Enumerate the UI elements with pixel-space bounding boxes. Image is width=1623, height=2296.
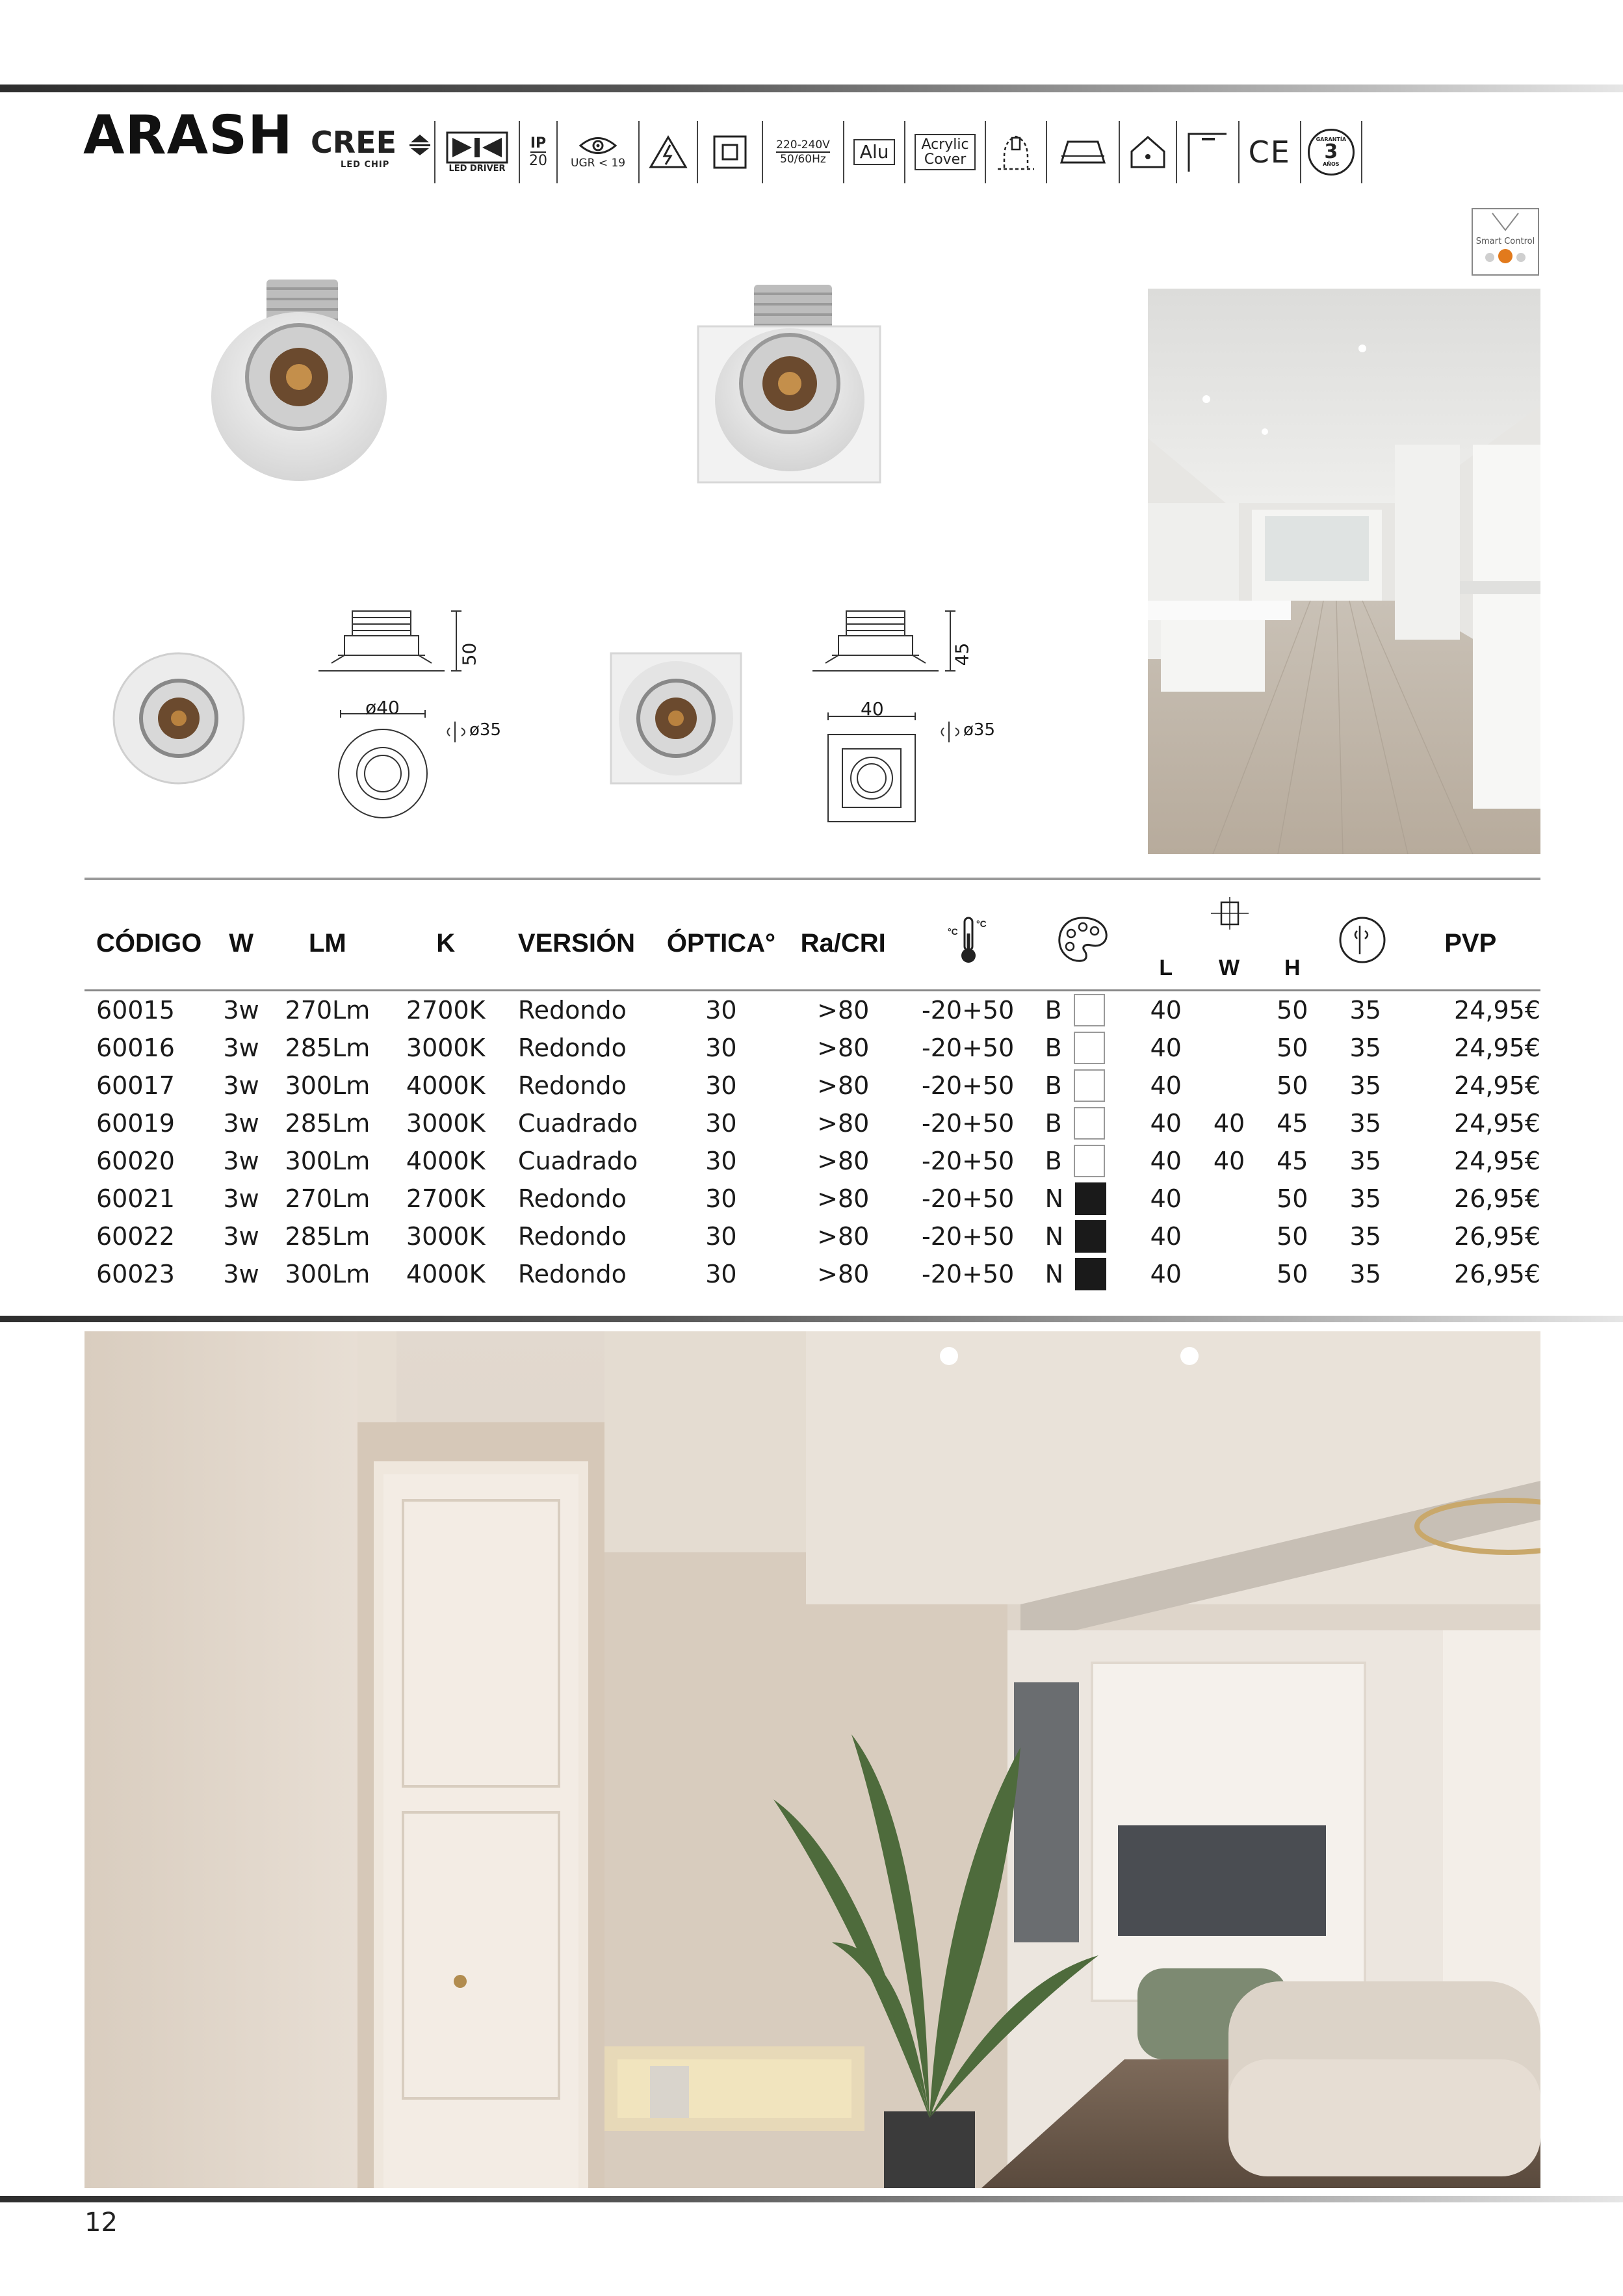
- cell-codigo: 60016: [96, 1034, 175, 1062]
- col-pvp: PVP: [1444, 928, 1497, 958]
- color-code: B: [1045, 1147, 1062, 1175]
- col-l-label: L: [1159, 956, 1173, 980]
- cell-cri: >80: [817, 1109, 870, 1138]
- cell-version: Redondo: [517, 1260, 627, 1288]
- ce-label: CE: [1248, 135, 1291, 170]
- cree-logo: [311, 127, 433, 158]
- cree-sub-label: LED CHIP: [341, 160, 390, 170]
- cell-version: Redondo: [517, 1184, 627, 1213]
- cell-version: Redondo: [517, 996, 627, 1024]
- bottom-rule: [0, 2196, 1623, 2202]
- warranty-unit: AÑOS: [1323, 161, 1340, 167]
- col-wd-label: W: [1218, 956, 1240, 980]
- cell-temp: -20+50: [921, 1071, 1015, 1100]
- cell-k: 4000K: [406, 1147, 486, 1175]
- cell-temp: -20+50: [921, 1034, 1015, 1062]
- cell-h: 50: [1277, 1184, 1308, 1213]
- indoor-badge: [1119, 121, 1176, 183]
- cell-version: Redondo: [517, 1222, 627, 1251]
- cell-temp: -20+50: [921, 1184, 1015, 1213]
- cell-lm: 285Lm: [285, 1109, 370, 1138]
- recessed-badge: [1046, 121, 1119, 183]
- cell-pvp: 26,95€: [1454, 1184, 1540, 1213]
- cell-k: 2700K: [406, 996, 486, 1024]
- cell-h: 50: [1277, 996, 1308, 1024]
- col-lm: LM: [308, 928, 346, 958]
- driver-sub-label: LED DRIVER: [448, 163, 506, 174]
- color-code: N: [1045, 1184, 1064, 1213]
- thermometer-icon: [945, 914, 991, 966]
- col-wd: [1197, 897, 1260, 991]
- cell-l: 40: [1150, 1222, 1182, 1251]
- cell-optica: 30: [705, 1260, 737, 1288]
- voltage-badge: [762, 121, 843, 183]
- cell-wd: 40: [1213, 1109, 1245, 1138]
- cell-k: 3000K: [406, 1034, 486, 1062]
- col-k: K: [436, 928, 456, 958]
- warranty-seal: [1308, 129, 1355, 176]
- cell-color: [1032, 1067, 1135, 1104]
- cell-wd: [1197, 1180, 1260, 1218]
- color-code: B: [1045, 996, 1062, 1024]
- cell-lm: 270Lm: [285, 996, 370, 1024]
- dim-height-square: 45: [951, 642, 973, 666]
- electric-warning-icon: [649, 135, 688, 170]
- ugr-badge: [556, 121, 638, 183]
- cover-label: [915, 134, 975, 170]
- cell-codigo: 60019: [96, 1109, 175, 1138]
- table-row: [84, 991, 1540, 1030]
- cell-color: [1032, 1255, 1135, 1293]
- color-swatch: [1074, 1145, 1105, 1177]
- warranty-years: 3: [1324, 140, 1338, 163]
- cell-cut: 35: [1349, 1184, 1381, 1213]
- cell-cri: >80: [817, 996, 870, 1024]
- cell-wd: [1197, 1255, 1260, 1293]
- voltage-label: 220-240V: [776, 138, 830, 151]
- cell-cri: >80: [817, 1071, 870, 1100]
- cell-h: 50: [1277, 1034, 1308, 1062]
- cree-label: CREE: [311, 125, 397, 160]
- cell-pvp: 26,95€: [1454, 1260, 1540, 1288]
- color-cell: [1032, 1069, 1135, 1102]
- table-header-row: [84, 897, 1540, 991]
- cell-w: 3w: [223, 1147, 259, 1175]
- cell-color: [1032, 1142, 1135, 1180]
- color-cell: [1032, 1258, 1135, 1290]
- color-code: N: [1045, 1260, 1064, 1288]
- indoor-use-icon: [1129, 135, 1167, 170]
- cell-w: 3w: [223, 1222, 259, 1251]
- warranty-label: GARANTÍA: [1316, 137, 1347, 142]
- ce-badge: [1238, 121, 1300, 183]
- cell-k: 4000K: [406, 1071, 486, 1100]
- cell-w: 3w: [223, 1184, 259, 1213]
- table-row: [84, 1255, 1540, 1293]
- color-cell: [1032, 1145, 1135, 1177]
- cell-pvp: 24,95€: [1454, 1109, 1540, 1138]
- col-optica: ÓPTICA°: [666, 928, 775, 958]
- color-cell: [1032, 994, 1135, 1026]
- col-w: W: [229, 928, 253, 958]
- cell-cri: >80: [817, 1222, 870, 1251]
- class-ii-badge: [697, 121, 762, 183]
- dim-cutout-square: ø35: [963, 720, 995, 740]
- smart-control-badge: [1472, 208, 1539, 276]
- front-view-square: [608, 650, 744, 787]
- electric-warning-badge: [638, 121, 697, 183]
- cell-version: Redondo: [517, 1071, 627, 1100]
- cell-lm: 300Lm: [285, 1147, 370, 1175]
- cell-l: 40: [1150, 1260, 1182, 1288]
- color-code: N: [1045, 1222, 1064, 1251]
- cell-color: [1032, 991, 1135, 1030]
- cell-cut: 35: [1349, 1260, 1381, 1288]
- cell-codigo: 60021: [96, 1184, 175, 1213]
- frequency-label: 50/60Hz: [780, 153, 826, 166]
- spec-icon-strip: [434, 121, 1362, 183]
- cell-w: 3w: [223, 996, 259, 1024]
- table-row: [84, 1104, 1540, 1142]
- cell-pvp: 24,95€: [1454, 1147, 1540, 1175]
- ip-value: 20: [529, 153, 547, 169]
- corridor-illustration: [1148, 289, 1540, 854]
- table-bottom-rule: [0, 1316, 1623, 1322]
- product-render-square: [695, 280, 890, 488]
- cell-color: [1032, 1180, 1135, 1218]
- svg-text:°C: °C: [976, 919, 987, 929]
- cutout-icon: [1338, 915, 1387, 965]
- palette-icon: [1056, 914, 1110, 966]
- cell-k: 2700K: [406, 1184, 486, 1213]
- cell-codigo: 60023: [96, 1260, 175, 1288]
- cell-optica: 30: [705, 1184, 737, 1213]
- cell-wd: 40: [1213, 1147, 1245, 1175]
- cell-version: Cuadrado: [517, 1109, 638, 1138]
- cell-wd: [1197, 1067, 1260, 1104]
- cell-color: [1032, 1218, 1135, 1255]
- cell-cri: >80: [817, 1184, 870, 1213]
- warranty-badge: [1300, 121, 1362, 183]
- cell-pvp: 24,95€: [1454, 1034, 1540, 1062]
- cell-k: 3000K: [406, 1109, 486, 1138]
- technical-drawing-square: [806, 598, 1027, 832]
- cell-pvp: 26,95€: [1454, 1222, 1540, 1251]
- col-color: [1032, 897, 1135, 991]
- cell-w: 3w: [223, 1034, 259, 1062]
- cell-pvp: 24,95€: [1454, 1071, 1540, 1100]
- cell-cri: >80: [817, 1034, 870, 1062]
- ip-badge: [519, 121, 556, 183]
- color-swatch: [1074, 1069, 1105, 1102]
- cell-lm: 270Lm: [285, 1184, 370, 1213]
- cell-h: 50: [1277, 1071, 1308, 1100]
- col-h: [1261, 897, 1324, 991]
- color-code: B: [1045, 1034, 1062, 1062]
- cell-wd: [1197, 1218, 1260, 1255]
- smart-control-label: Smart Control: [1475, 237, 1535, 246]
- cell-optica: 30: [705, 1109, 737, 1138]
- cell-h: 50: [1277, 1222, 1308, 1251]
- cell-cut: 35: [1349, 1147, 1381, 1175]
- cell-cut: 35: [1349, 1109, 1381, 1138]
- cell-h: 45: [1277, 1147, 1308, 1175]
- dim-height-round: 50: [458, 642, 480, 666]
- living-room-illustration: [84, 1331, 1540, 2188]
- cell-cut: 35: [1349, 1034, 1381, 1062]
- color-cell: [1032, 1182, 1135, 1215]
- cell-optica: 30: [705, 1222, 737, 1251]
- dim-diameter-round: ø40: [365, 697, 400, 718]
- cell-optica: 30: [705, 1034, 737, 1062]
- cell-optica: 30: [705, 1071, 737, 1100]
- ip-label: IP: [530, 135, 547, 151]
- cell-wd: [1197, 1029, 1260, 1067]
- cell-temp: -20+50: [921, 1109, 1015, 1138]
- svg-text:°C: °C: [948, 926, 958, 937]
- page-number: 12: [84, 2208, 118, 2237]
- table-row: [84, 1218, 1540, 1255]
- color-code: B: [1045, 1071, 1062, 1100]
- cell-l: 40: [1150, 1147, 1182, 1175]
- cell-codigo: 60017: [96, 1071, 175, 1100]
- cell-l: 40: [1150, 1071, 1182, 1100]
- cell-color: [1032, 1104, 1135, 1142]
- front-view-round: [110, 650, 247, 787]
- table-row: [84, 1067, 1540, 1104]
- cell-temp: -20+50: [921, 1222, 1015, 1251]
- cell-l: 40: [1150, 1109, 1182, 1138]
- ceiling-mount-icon: [1186, 131, 1229, 173]
- cell-pvp: 24,95€: [1454, 996, 1540, 1024]
- cell-version: Cuadrado: [517, 1147, 638, 1175]
- insulation-cover-icon: [995, 131, 1037, 173]
- cell-k: 3000K: [406, 1222, 486, 1251]
- technical-drawing-round: [312, 598, 533, 832]
- cree-arrows-icon: [407, 132, 433, 158]
- col-cri: Ra/CRI: [800, 928, 886, 958]
- dim-width-square: 40: [861, 698, 884, 720]
- color-swatch: [1075, 1220, 1106, 1253]
- top-rule: [0, 85, 1623, 92]
- cell-lm: 300Lm: [285, 1260, 370, 1288]
- cell-cut: 35: [1349, 1071, 1381, 1100]
- cell-optica: 30: [705, 996, 737, 1024]
- cell-lm: 285Lm: [285, 1034, 370, 1062]
- color-code: B: [1045, 1109, 1062, 1138]
- table-row: [84, 1180, 1540, 1218]
- cell-wd: [1197, 991, 1260, 1030]
- cell-w: 3w: [223, 1109, 259, 1138]
- led-driver-icon: [446, 131, 508, 164]
- col-l: [1134, 897, 1197, 991]
- cell-temp: -20+50: [921, 996, 1015, 1024]
- cell-l: 40: [1150, 1184, 1182, 1213]
- ambient-photo-living-room: [84, 1331, 1540, 2188]
- cell-k: 4000K: [406, 1260, 486, 1288]
- double-insulation-icon: [712, 135, 747, 170]
- cell-temp: -20+50: [921, 1260, 1015, 1288]
- col-cut: [1324, 897, 1401, 991]
- ambient-photo-corridor: [1148, 289, 1540, 854]
- color-swatch: [1075, 1182, 1106, 1215]
- color-swatch: [1074, 1107, 1105, 1140]
- material-label: Alu: [853, 139, 896, 164]
- cell-lm: 300Lm: [285, 1071, 370, 1100]
- color-swatch: [1074, 1032, 1105, 1064]
- dim-cutout-round: ø35: [469, 720, 501, 740]
- color-cell: [1032, 1032, 1135, 1064]
- cell-l: 40: [1150, 1034, 1182, 1062]
- cell-h: 45: [1277, 1109, 1308, 1138]
- product-render-round: [201, 273, 396, 481]
- table-body: [84, 991, 1540, 1294]
- col-codigo: CÓDIGO: [96, 928, 202, 958]
- ceiling-badge: [1176, 121, 1238, 183]
- cell-color: [1032, 1029, 1135, 1067]
- cell-cut: 35: [1349, 996, 1381, 1024]
- cell-optica: 30: [705, 1147, 737, 1175]
- color-swatch: [1075, 1258, 1106, 1290]
- color-cell: [1032, 1107, 1135, 1140]
- eye-icon: [578, 135, 617, 157]
- cover-line1: Acrylic: [921, 136, 969, 153]
- cover-badge: [904, 121, 984, 183]
- color-cell: [1032, 1220, 1135, 1253]
- col-version: VERSIÓN: [517, 928, 635, 958]
- color-swatch: [1074, 994, 1105, 1026]
- product-title: ARASH: [83, 105, 293, 166]
- cover-line2: Cover: [924, 151, 967, 168]
- insulation-badge: [985, 121, 1046, 183]
- table-row: [84, 1029, 1540, 1067]
- table-top-rule: [84, 878, 1540, 880]
- col-h-label: H: [1284, 956, 1301, 980]
- col-temp: [904, 897, 1032, 991]
- cell-codigo: 60022: [96, 1222, 175, 1251]
- cell-lm: 285Lm: [285, 1222, 370, 1251]
- ugr-label: UGR < 19: [571, 157, 626, 170]
- table-row: [84, 1142, 1540, 1180]
- dimensions-icon: [1207, 897, 1253, 936]
- material-badge: [843, 121, 905, 183]
- driver-badge: [434, 121, 519, 183]
- cell-codigo: 60020: [96, 1147, 175, 1175]
- cell-l: 40: [1150, 996, 1182, 1024]
- cell-version: Redondo: [517, 1034, 627, 1062]
- cell-cri: >80: [817, 1147, 870, 1175]
- cell-temp: -20+50: [921, 1147, 1015, 1175]
- cell-h: 50: [1277, 1260, 1308, 1288]
- cell-cut: 35: [1349, 1222, 1381, 1251]
- cell-cri: >80: [817, 1260, 870, 1288]
- cell-w: 3w: [223, 1260, 259, 1288]
- cell-codigo: 60015: [96, 996, 175, 1024]
- cell-w: 3w: [223, 1071, 259, 1100]
- spec-table: [84, 897, 1540, 1293]
- recessed-mount-icon: [1059, 138, 1107, 166]
